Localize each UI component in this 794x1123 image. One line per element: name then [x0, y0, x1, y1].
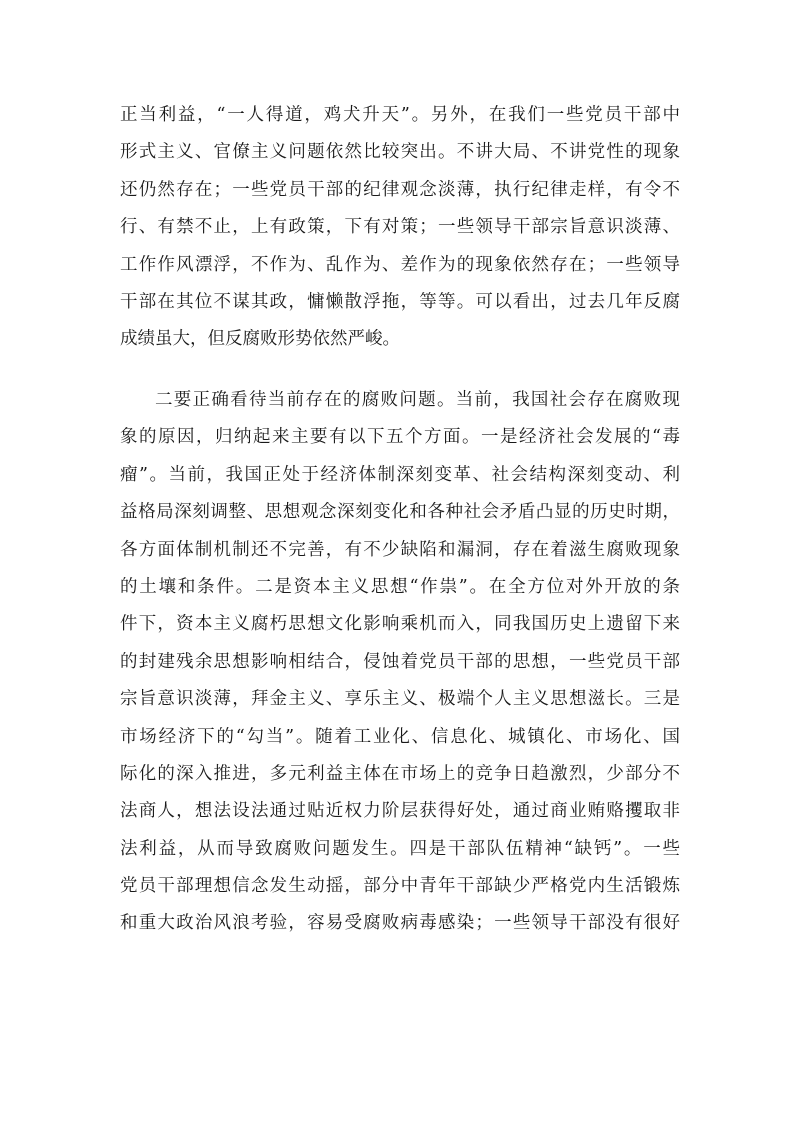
paragraph-line: 益格局深刻调整、思想观念深刻变化和各种社会矛盾凸显的历史时期， — [120, 502, 680, 523]
paragraph-line: 正当利益，“一人得道，鸡犬升天”。另外，在我们一些党员干部中 — [120, 105, 680, 125]
paragraph-line: 法商人，想法设法通过贴近权力阶层获得好处，通过商业贿赂攫取非 — [120, 801, 680, 822]
paragraph-line: 法利益，从而导致腐败问题发生。四是干部队伍精神“缺钙”。一些 — [120, 838, 680, 859]
paragraph-line: 工作作风漂浮，不作为、乱作为、差作为的现象依然存在；一些领导 — [120, 254, 680, 275]
paragraph-1 — [120, 97, 680, 359]
paragraph-line: 各方面体制机制还不完善，有不少缺陷和漏洞，存在着滋生腐败现象 — [120, 539, 680, 560]
paragraph-line: 党员干部理想信念发生动摇，部分中青年干部缺少严格党内生活锻炼 — [120, 876, 680, 897]
paragraph-line: 市场经济下的“勾当”。随着工业化、信息化、城镇化、市场化、国 — [120, 726, 680, 747]
paragraph-line: 件下，资本主义腐朽思想文化影响乘机而入，同我国历史上遗留下来 — [120, 614, 680, 635]
paragraph-line: 形式主义、官僚主义问题依然比较突出。不讲大局、不讲党性的现象 — [120, 142, 680, 163]
paragraph-line: 二要正确看待当前存在的腐败问题。当前，我国社会存在腐败现 — [155, 390, 680, 410]
paragraph-line: 还仍然存在；一些党员干部的纪律观念淡薄，执行纪律走样，有令不 — [120, 179, 680, 200]
paragraph-line: 的封建残余思想影响相结合，侵蚀着党员干部的思想，一些党员干部 — [120, 651, 680, 672]
paragraph-line: 成绩虽大，但反腐败形势依然严峻。 — [120, 329, 400, 350]
paragraph-line: 宗旨意识淡薄，拜金主义、享乐主义、极端个人主义思想滋长。三是 — [120, 689, 680, 710]
paragraph-line: 际化的深入推进，多元利益主体在市场上的竞争日趋激烈，少部分不 — [120, 763, 680, 784]
paragraph-line: 行、有禁不止，上有政策，下有对策；一些领导干部宗旨意识淡薄、 — [120, 217, 680, 238]
paragraph-line: 干部在其位不谋其政，慵懒散浮拖，等等。可以看出，过去几年反腐 — [120, 291, 680, 312]
paragraph-line: 象的原因，归纳起来主要有以下五个方面。一是经济社会发展的“毒 — [120, 427, 680, 448]
paragraph-line: 的土壤和条件。二是资本主义思想“作祟”。在全方位对外开放的条 — [120, 576, 680, 597]
paragraph-line: 和重大政治风浪考验，容易受腐败病毒感染；一些领导干部没有很好 — [120, 913, 680, 934]
paragraph-2 — [120, 382, 680, 943]
paragraph-line: 瘤”。当前，我国正处于经济体制深刻变革、社会结构深刻变动、利 — [120, 464, 680, 485]
